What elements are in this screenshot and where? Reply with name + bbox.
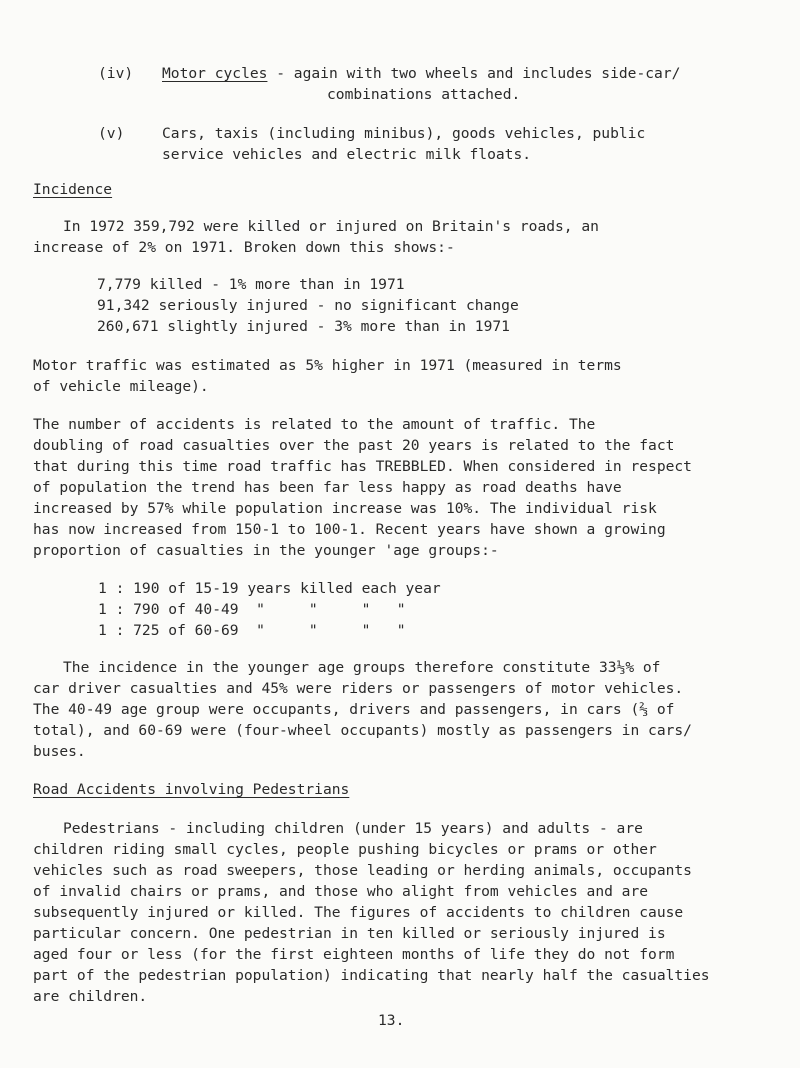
age-ratio-row: 1 : 790 of 40-49 " " " " <box>98 601 406 618</box>
incidence-para3-line: proportion of casualties in the younger 'age groups:- <box>33 542 499 559</box>
pedestrians-para-line: particular concern. One pedestrian in ten killed or seriously injured is <box>33 925 666 942</box>
item-iv-line1 <box>162 64 680 84</box>
pedestrians-heading: Road Accidents involving Pedestrians <box>33 781 350 798</box>
item-iv-line2: combinations attached. <box>327 86 521 103</box>
pedestrians-para-line: of invalid chairs or prams, and those who alight from vehicles and are <box>33 883 649 900</box>
pedestrians-para-line: aged four or less (for the first eighteen months of life they do not form <box>33 946 675 963</box>
incidence-para3-line: increased by 57% while population increase was 10%. The individual risk <box>33 500 657 517</box>
incidence-para4-line: car driver casualties and 45% were riders or passengers of motor vehicles. <box>33 680 684 697</box>
incidence-para4-line: The 40-49 age group were occupants, drivers and passengers, in cars (⅔ of <box>33 701 675 718</box>
incidence-para2-line1: Motor traffic was estimated as 5% higher in 1971 (measured in terms <box>33 357 622 374</box>
pedestrians-para-line: children riding small cycles, people pushing bicycles or prams or other <box>33 841 657 858</box>
incidence-para4-line: total), and 60-69 were (four-wheel occupants) mostly as passengers in cars/ <box>33 722 692 739</box>
age-ratio-row: 1 : 725 of 60-69 " " " " <box>98 622 406 639</box>
pedestrians-para-line: vehicles such as road sweepers, those leading or herding animals, occupants <box>33 862 692 879</box>
incidence-heading: Incidence <box>33 181 113 198</box>
stat-slightly-injured: 260,671 slightly injured - 3% more than in 1971 <box>97 318 510 335</box>
item-iv-number: (iv) <box>98 65 134 82</box>
pedestrians-para-line: are children. <box>33 988 148 1005</box>
incidence-para3-line: of population the trend has been far less happy as road deaths have <box>33 479 622 496</box>
pedestrians-para-line: Pedestrians - including children (under 15 years) and adults - are <box>63 820 643 837</box>
pedestrians-para-line: subsequently injured or killed. The figures of accidents to children cause <box>33 904 684 921</box>
item-v-line2: service vehicles and electric milk floats. <box>162 146 532 163</box>
incidence-para4-line: The incidence in the younger age groups therefore constitute 33⅓% of <box>63 659 661 676</box>
incidence-para3-line: that during this time road traffic has TREBBLED. When considered in respect <box>33 458 692 475</box>
incidence-para3-line: The number of accidents is related to the amount of traffic. The <box>33 416 596 433</box>
incidence-para1-line1: In 1972 359,792 were killed or injured on Britain's roads, an <box>63 218 599 235</box>
item-v-line1: Cars, taxis (including minibus), goods vehicles, public <box>162 125 646 142</box>
pedestrians-para-line: part of the pedestrian population) indicating that nearly half the casualties <box>33 967 710 984</box>
age-ratio-row: 1 : 190 of 15-19 years killed each year <box>98 580 441 597</box>
incidence-para4-line: buses. <box>33 743 86 760</box>
incidence-para2-line2: of vehicle mileage). <box>33 378 209 395</box>
incidence-para3-line: has now increased from 150-1 to 100-1. Recent years have shown a growing <box>33 521 666 538</box>
incidence-para3-line: doubling of road casualties over the past 20 years is related to the fact <box>33 437 675 454</box>
stat-killed: 7,779 killed - 1% more than in 1971 <box>97 276 405 293</box>
item-v-number: (v) <box>98 125 125 142</box>
page-number: 13. <box>378 1012 405 1029</box>
item-iv-heading: Motor cycles <box>162 65 268 82</box>
incidence-para1-line2: increase of 2% on 1971. Broken down this shows:- <box>33 239 455 256</box>
stat-seriously-injured: 91,342 seriously injured - no significant change <box>97 297 519 314</box>
item-iv-line1-rest: - again with two wheels and includes side-car/ <box>267 65 681 82</box>
